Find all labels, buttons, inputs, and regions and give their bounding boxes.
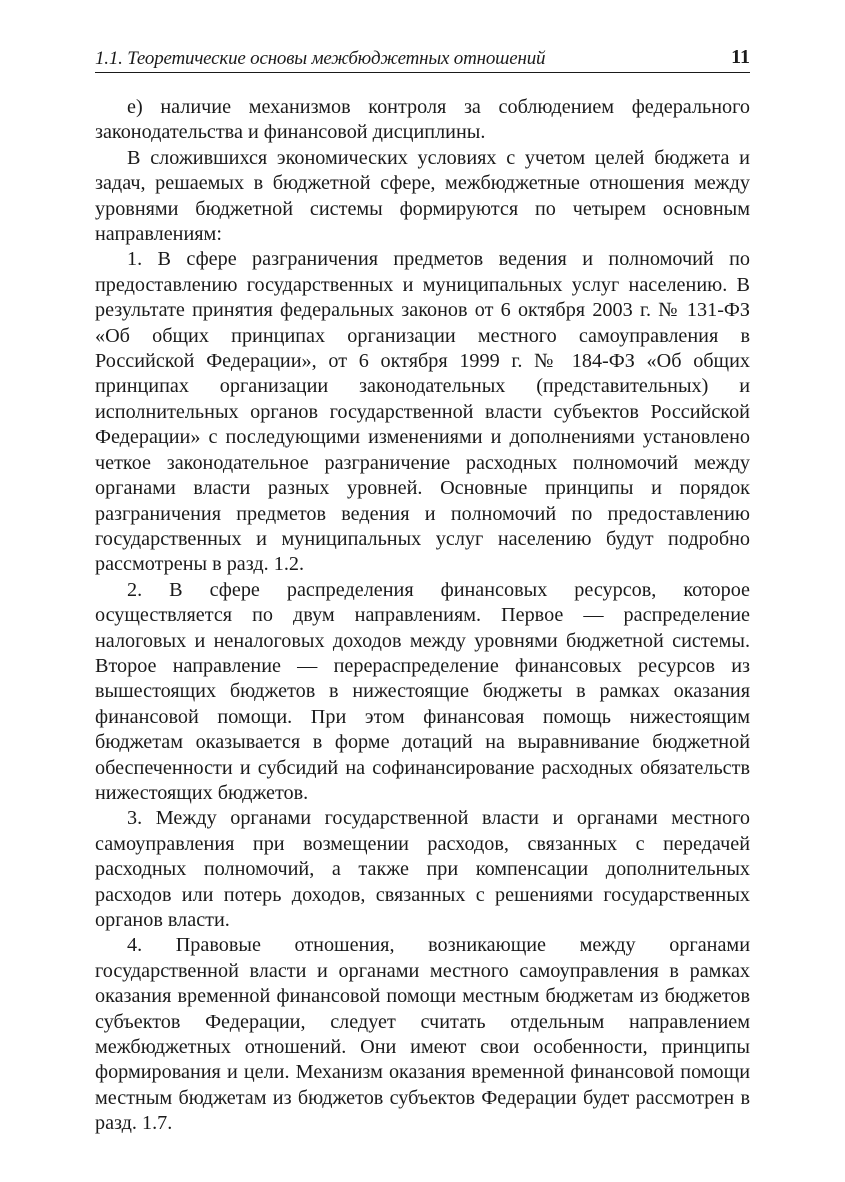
running-title: 1.1. Теоретические основы межбюджетных отношений — [95, 48, 546, 69]
paragraph-direction-1: 1. В сфере разграничения предметов ведения и полномочий по предоставлению государственных и муниципальных услуг населению. В результате принятия федеральных законов от 6 октября 2003 г. № 131-ФЗ «Об общих принципах организации местного самоуправления в Российской Федерации», от 6 октября 1999 г. № 184-ФЗ «Об общих принципах организации законодательных (представительных) и исполнительных органов государственной власти субъектов Российской Федерации» с последующими изменениями и дополнениями установлено четкое законодательное разграничение расходных полномочий между органами власти разных уровней. Основные принципы и порядок разграничения предметов ведения и полномочий по предоставлению государственных и муниципальных услуг населению будут подробно рассмотрены в разд. 1.2. — [95, 248, 750, 576]
paragraph-intro: В сложившихся экономических условиях с учетом целей бюджета и задач, решаемых в бюджетной сфере, межбюджетные отношения между уровнями бюджетной системы формируются по четырем основным направлениям: — [95, 146, 750, 246]
running-header — [95, 44, 750, 73]
book-page — [95, 44, 750, 1137]
body-text — [95, 95, 750, 1137]
page-number: 11 — [731, 46, 750, 68]
paragraph-direction-2: 2. В сфере распределения финансовых ресурсов, которое осуществляется по двум направлениям. Первое — распределение налоговых и неналоговых доходов между уровнями бюджетной системы. Второе направление — перераспределение финансовых ресурсов из вышестоящих бюджетов в нижестоящие бюджеты в рамках оказания финансовой помощи. При этом финансовая помощь нижестоящим бюджетам оказывается в форме дотаций на выравнивание бюджетной обеспеченности и субсидий на софинансирование расходных обязательств нижестоящих бюджетов. — [95, 578, 750, 804]
paragraph-direction-4: 4. Правовые отношения, возникающие между органами государственной власти и органами местного самоуправления в рамках оказания временной финансовой помощи местным бюджетам из бюджетов субъектов Федерации, следует считать отдельным направлением межбюджетных отношений. Они имеют свои особенности, принципы формирования и цели. Механизм оказания временной финансовой помощи местным бюджетам из бюджетов субъектов Федерации будет рассмотрен в разд. 1.7. — [95, 934, 750, 1135]
paragraph-item-e: е) наличие механизмов контроля за соблюдением федерального законодательства и финансовой дисциплины. — [95, 96, 750, 144]
paragraph-direction-3: 3. Между органами государственной власти и органами местного самоуправления при возмещении расходов, связанных с передачей расходных полномочий, а также при компенсации дополнительных расходов или потерь доходов, связанных с решениями государственных органов власти. — [95, 807, 750, 931]
